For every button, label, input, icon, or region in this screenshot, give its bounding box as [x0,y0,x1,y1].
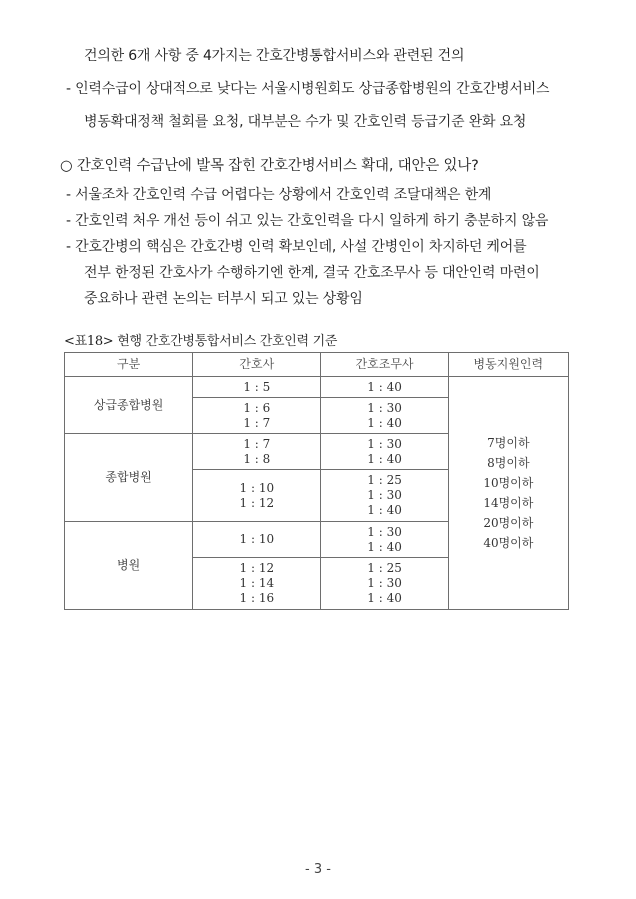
category-cell: 종합병원 [65,434,193,522]
section-item: - 간호간병의 핵심은 간호간병 인력 확보인데, 사설 간병인이 차지하던 케어를 [66,239,527,255]
aide-ratio-cell: 1 : 30 1 : 40 [321,398,448,434]
table-row [65,377,569,398]
section-item: 중요하나 관련 논의는 터부시 되고 있는 상황임 [84,291,363,307]
nurse-ratio-cell: 1 : 10 1 : 12 [193,470,321,522]
support-value: 8명이하 [487,456,530,470]
nurse-ratio-cell: 1 : 5 [193,377,321,398]
section-heading: ○ 간호인력 수급난에 발목 잡힌 간호간병서비스 확대, 대안은 있나? [60,158,479,174]
nurse-ratio-cell: 1 : 12 1 : 14 1 : 16 [193,558,321,610]
aide-ratio-cell: 1 : 40 [321,377,448,398]
support-value: 40명이하 [483,536,534,550]
support-value: 14명이하 [483,496,534,510]
page-number: - 3 - [305,862,331,877]
nurse-ratio-cell: 1 : 7 1 : 8 [193,434,321,470]
header-ward-support: 병동지원인력 [448,353,568,377]
paragraph-line: - 인력수급이 상대적으로 낮다는 서울시병원회도 상급종합병원의 간호간병서비스 [66,81,550,97]
nurse-ratio-cell: 1 : 10 [193,522,321,558]
table-caption: <표18> 현행 간호간병통합서비스 간호인력 기준 [64,334,338,349]
header-nurse: 간호사 [193,353,321,377]
aide-ratio-cell: 1 : 25 1 : 30 1 : 40 [321,558,448,610]
section-item: - 간호인력 처우 개선 등이 쉬고 있는 간호인력을 다시 일하게 하기 충분하지 않음 [66,213,549,229]
aide-ratio-cell: 1 : 30 1 : 40 [321,434,448,470]
category-cell: 병원 [65,522,193,610]
nursing-staff-table [64,352,569,610]
section-item: - 서울조차 간호인력 수급 어렵다는 상황에서 간호인력 조달대책은 한계 [66,187,492,203]
header-category: 구분 [65,353,193,377]
support-value: 20명이하 [483,516,534,530]
aide-ratio-cell: 1 : 25 1 : 30 1 : 40 [321,470,448,522]
support-value: 7명이하 [487,436,530,450]
section-item: 전부 한정된 간호사가 수행하기엔 한계, 결국 간호조무사 등 대안인력 마련이 [84,265,540,281]
paragraph-line: 병동확대정책 철회를 요청, 대부분은 수가 및 간호인력 등급기준 완화 요청 [84,114,527,130]
header-nurse-aide: 간호조무사 [321,353,448,377]
support-value: 10명이하 [483,476,534,490]
ward-support-cell [448,377,568,610]
table-header-row [65,353,569,377]
aide-ratio-cell: 1 : 30 1 : 40 [321,522,448,558]
paragraph-line: 건의한 6개 사항 중 4가지는 간호간병통합서비스와 관련된 건의 [84,48,465,64]
nurse-ratio-cell: 1 : 6 1 : 7 [193,398,321,434]
category-cell: 상급종합병원 [65,377,193,434]
